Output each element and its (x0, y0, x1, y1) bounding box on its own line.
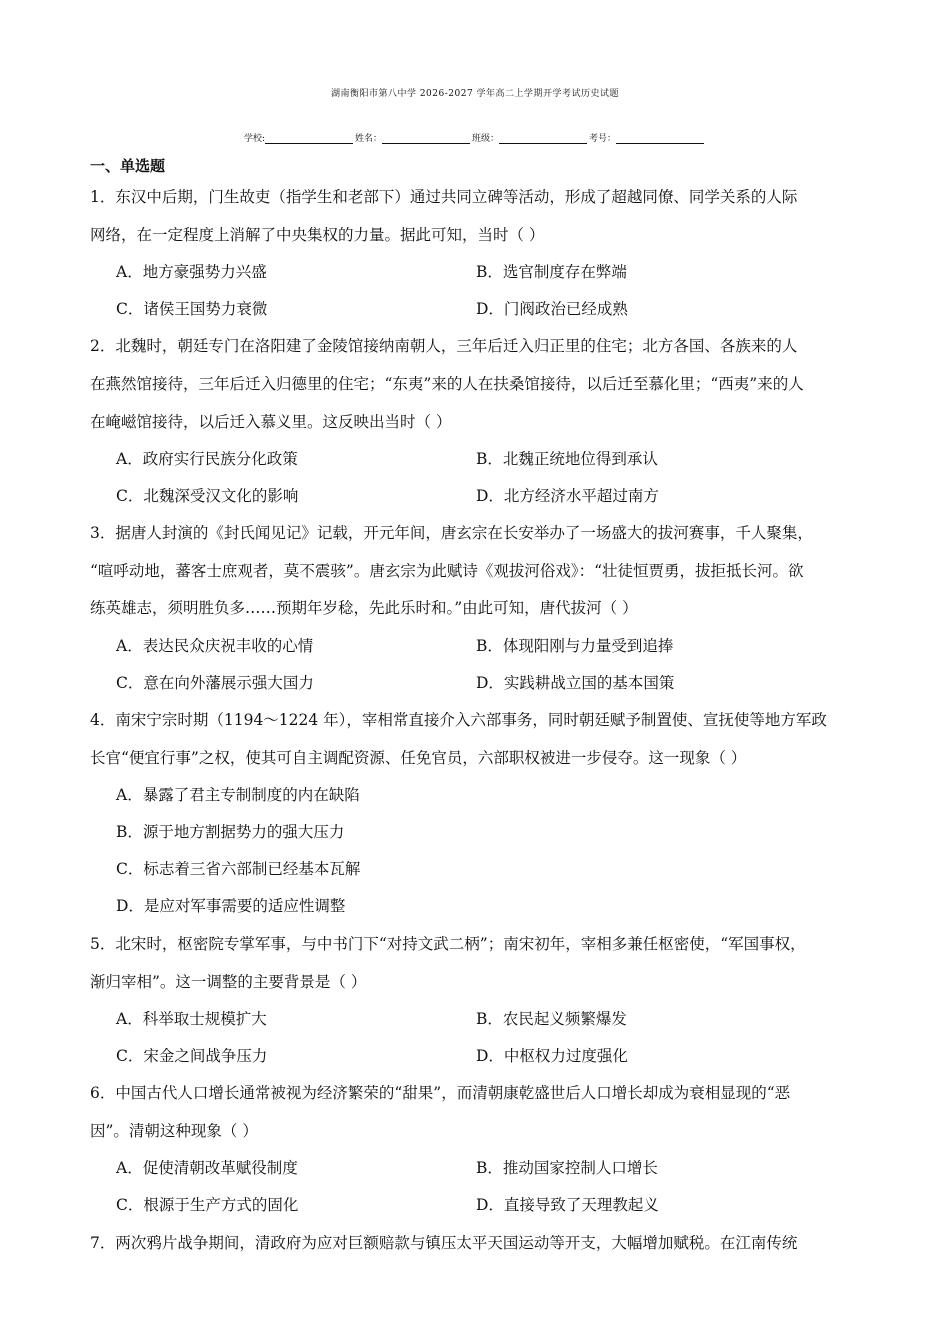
question-1-line-1: 1．东汉中后期，门生故吏（指学生和老部下）通过共同立碑等活动，形成了超越同僚、同学关系的人际 (90, 188, 798, 206)
school-label: 学校: (243, 134, 265, 144)
question-1-option-b[interactable]: B．选官制度存在弊端 (476, 263, 627, 281)
school-blank[interactable] (265, 129, 353, 144)
question-5-option-c[interactable]: C．宋金之间战争压力 (116, 1047, 268, 1065)
question-5-option-a[interactable]: A．科举取士规模扩大 (116, 1010, 267, 1028)
question-3-line-3: 练英雄志，须明胜负多……预期年岁稔，先此乐时和。”由此可知，唐代拔河（ ） (90, 599, 638, 617)
class-blank[interactable] (499, 129, 587, 144)
question-1-option-d[interactable]: D．门阀政治已经成熟 (476, 300, 628, 318)
question-3-option-a[interactable]: A．表达民众庆祝丰收的心情 (116, 637, 314, 655)
class-label: 班级： (472, 134, 500, 144)
question-4-line-1: 4．南宋宁宗时期（1194～1224 年），宰相常直接介入六部事务，同时朝廷赋予制置使、宣抚使等地方军政 (90, 711, 827, 729)
question-1-option-a[interactable]: A．地方豪强势力兴盛 (116, 263, 267, 281)
student-info-row (0, 129, 950, 144)
question-4-option-a[interactable]: A．暴露了君主专制制度的内在缺陷 (116, 786, 360, 804)
question-4-line-2: 长官“便宜行事”之权，使其可自主调配资源、任免官员，六部职权被进一步侵夺。这一现象（ ） (90, 749, 747, 767)
question-5-line-2: 渐归宰相”。这一调整的主要背景是（ ） (90, 973, 367, 991)
question-2-line-3: 在崦嵫馆接待，以后迁入慕义里。这反映出当时（ ） (90, 413, 452, 431)
question-3-option-b[interactable]: B．体现阳刚与力量受到追捧 (476, 637, 674, 655)
exam-no-blank[interactable] (616, 129, 704, 144)
section-heading: 一、单选题 (90, 157, 166, 175)
question-2-option-a[interactable]: A．政府实行民族分化政策 (116, 450, 298, 468)
question-6-line-1: 6．中国古代人口增长通常被视为经济繁荣的“甜果”，而清朝康乾盛世后人口增长却成为衰相显现的“恶 (90, 1084, 791, 1102)
question-5-option-d[interactable]: D．中枢权力过度强化 (476, 1047, 628, 1065)
question-7-line-1: 7．两次鸦片战争期间，清政府为应对巨额赔款与镇压太平天国运动等开支，大幅增加赋税。在江南传统 (90, 1234, 798, 1252)
question-3-option-c[interactable]: C．意在向外藩展示强大国力 (116, 674, 314, 692)
question-2-line-1: 2．北魏时，朝廷专门在洛阳建了金陵馆接纳南朝人，三年后迁入归正里的住宅；北方各国、各族来的人 (90, 337, 798, 355)
question-5-line-1: 5．北宋时，枢密院专掌军事，与中书门下“对持文武二柄”；南宋初年，宰相多兼任枢密使，“军国事权， (90, 935, 806, 953)
question-6-option-b[interactable]: B．推动国家控制人口增长 (476, 1159, 658, 1177)
question-6-option-c[interactable]: C．根源于生产方式的固化 (116, 1196, 299, 1214)
question-5-option-b[interactable]: B．农民起义频繁爆发 (476, 1010, 627, 1028)
question-6-option-a[interactable]: A．促使清朝改革赋役制度 (116, 1159, 298, 1177)
exam-title: 湖南衡阳市第八中学 2026-2027 学年高二上学期开学考试历史试题 (330, 89, 620, 99)
question-3-line-1: 3．据唐人封演的《封氏闻见记》记载，开元年间，唐玄宗在长安举办了一场盛大的拔河赛事，千人聚集， (90, 524, 813, 542)
question-6-option-d[interactable]: D．直接导致了天理教起义 (476, 1196, 659, 1214)
question-4-option-b[interactable]: B．源于地方割据势力的强大压力 (116, 823, 345, 841)
name-blank[interactable] (382, 129, 470, 144)
question-6-line-2: 因”。清朝这种现象（ ） (90, 1122, 258, 1140)
question-3-option-d[interactable]: D．实践耕战立国的基本国策 (476, 674, 675, 692)
question-1-option-c[interactable]: C．诸侯王国势力衰微 (116, 300, 268, 318)
question-2-line-2: 在燕然馆接待，三年后迁入归德里的住宅；“东夷”来的人在扶桑馆接待，以后迁至慕化里；“西夷”来的人 (90, 375, 804, 393)
question-2-option-b[interactable]: B．北魏正统地位得到承认 (476, 450, 658, 468)
name-label: 姓名： (355, 134, 383, 144)
exam-no-label: 考号： (589, 134, 617, 144)
question-2-option-d[interactable]: D．北方经济水平超过南方 (476, 487, 659, 505)
question-4-option-d[interactable]: D．是应对军事需要的适应性调整 (116, 897, 346, 915)
question-3-line-2: “喧呼动地，蕃客士庶观者，莫不震骇”。唐玄宗为此赋诗《观拔河俗戏》：“壮徒恒贾勇，拔拒抵长河。欲 (90, 562, 804, 580)
question-1-line-2: 网络，在一定程度上消解了中央集权的力量。据此可知，当时（ ） (90, 226, 545, 244)
question-4-option-c[interactable]: C．标志着三省六部制已经基本瓦解 (116, 860, 361, 878)
question-2-option-c[interactable]: C．北魏深受汉文化的影响 (116, 487, 299, 505)
